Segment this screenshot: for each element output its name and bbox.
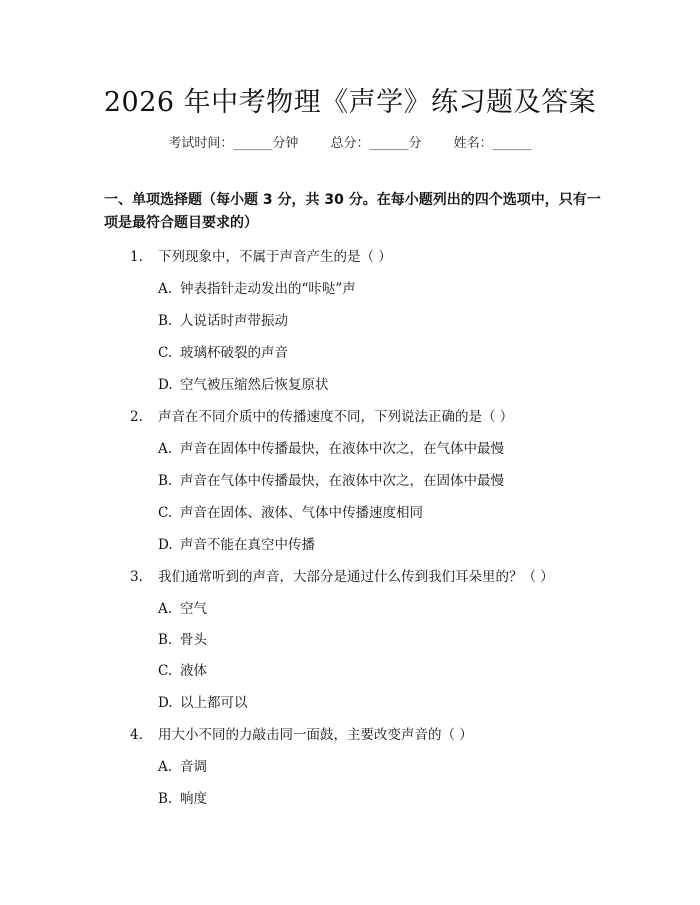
question-2-option-b [158, 469, 504, 489]
option-text: 人说话时声带振动 [180, 313, 288, 329]
option-text: 空气被压缩然后恢复原状 [180, 377, 329, 393]
question-3-option-c [158, 659, 207, 679]
question-number: 2. [130, 409, 143, 425]
question-2 [130, 405, 513, 425]
option-letter: D. [158, 695, 173, 711]
option-letter: B. [158, 791, 173, 807]
question-1-option-a [158, 277, 356, 297]
question-4-option-a [158, 755, 207, 775]
option-text: 声音在固体、液体、气体中传播速度相同 [180, 505, 423, 521]
question-2-option-c [158, 501, 423, 521]
question-1-option-b [158, 309, 288, 329]
question-3-option-d [158, 691, 248, 711]
option-text: 以上都可以 [180, 695, 248, 711]
option-text: 空气 [180, 601, 207, 617]
question-1-option-c [158, 341, 288, 361]
option-text: 玻璃杯破裂的声音 [180, 345, 288, 361]
section-heading: 一、单项选择题（每小题 3 分，共 30 分。在每小题列出的四个选项中，只有一项是最符合题目要求的） [104, 192, 601, 231]
question-2-option-d [158, 533, 315, 553]
question-4 [130, 723, 473, 743]
page-title: 2026 年中考物理《声学》练习题及答案 [103, 87, 597, 118]
exam-meta [0, 132, 700, 151]
student-name-field: 姓名：______ [453, 136, 532, 151]
option-letter: A. [158, 759, 173, 775]
option-letter: D. [158, 537, 173, 553]
question-number: 1. [130, 249, 143, 265]
question-4-option-b [158, 787, 207, 807]
question-text: 用大小不同的力敲击同一面鼓，主要改变声音的（ ） [158, 727, 473, 743]
question-text: 下列现象中，不属于声音产生的是（ ） [158, 249, 392, 265]
question-2-option-a [158, 437, 504, 457]
question-3-option-b [158, 628, 207, 648]
option-text: 音调 [180, 759, 207, 775]
option-letter: C. [158, 663, 173, 679]
option-letter: C. [158, 505, 173, 521]
question-text: 我们通常听到的声音，大部分是通过什么传到我们耳朵里的？（ ） [158, 569, 554, 585]
option-text: 液体 [180, 663, 207, 679]
option-letter: A. [158, 281, 173, 297]
option-text: 响度 [180, 791, 207, 807]
question-number: 4. [130, 727, 143, 743]
question-3 [130, 565, 554, 585]
option-letter: B. [158, 313, 173, 329]
option-letter: B. [158, 632, 173, 648]
total-score-field: 总分：______分 [330, 136, 422, 151]
option-text: 声音不能在真空中传播 [180, 537, 315, 553]
option-text: 声音在固体中传播最快，在液体中次之，在气体中最慢 [180, 441, 504, 457]
option-text: 骨头 [180, 632, 207, 648]
question-number: 3. [130, 569, 143, 585]
option-letter: C. [158, 345, 173, 361]
question-text: 声音在不同介质中的传播速度不同，下列说法正确的是（ ） [158, 409, 514, 425]
option-letter: A. [158, 441, 173, 457]
option-text: 钟表指针走动发出的“咔哒”声 [180, 281, 356, 297]
question-3-option-a [158, 597, 207, 617]
question-1 [130, 245, 392, 265]
option-letter: D. [158, 377, 173, 393]
option-letter: B. [158, 473, 173, 489]
exam-time-field: 考试时间：______分钟 [168, 136, 299, 151]
option-letter: A. [158, 601, 173, 617]
option-text: 声音在气体中传播最快，在液体中次之，在固体中最慢 [180, 473, 504, 489]
question-1-option-d [158, 373, 329, 393]
